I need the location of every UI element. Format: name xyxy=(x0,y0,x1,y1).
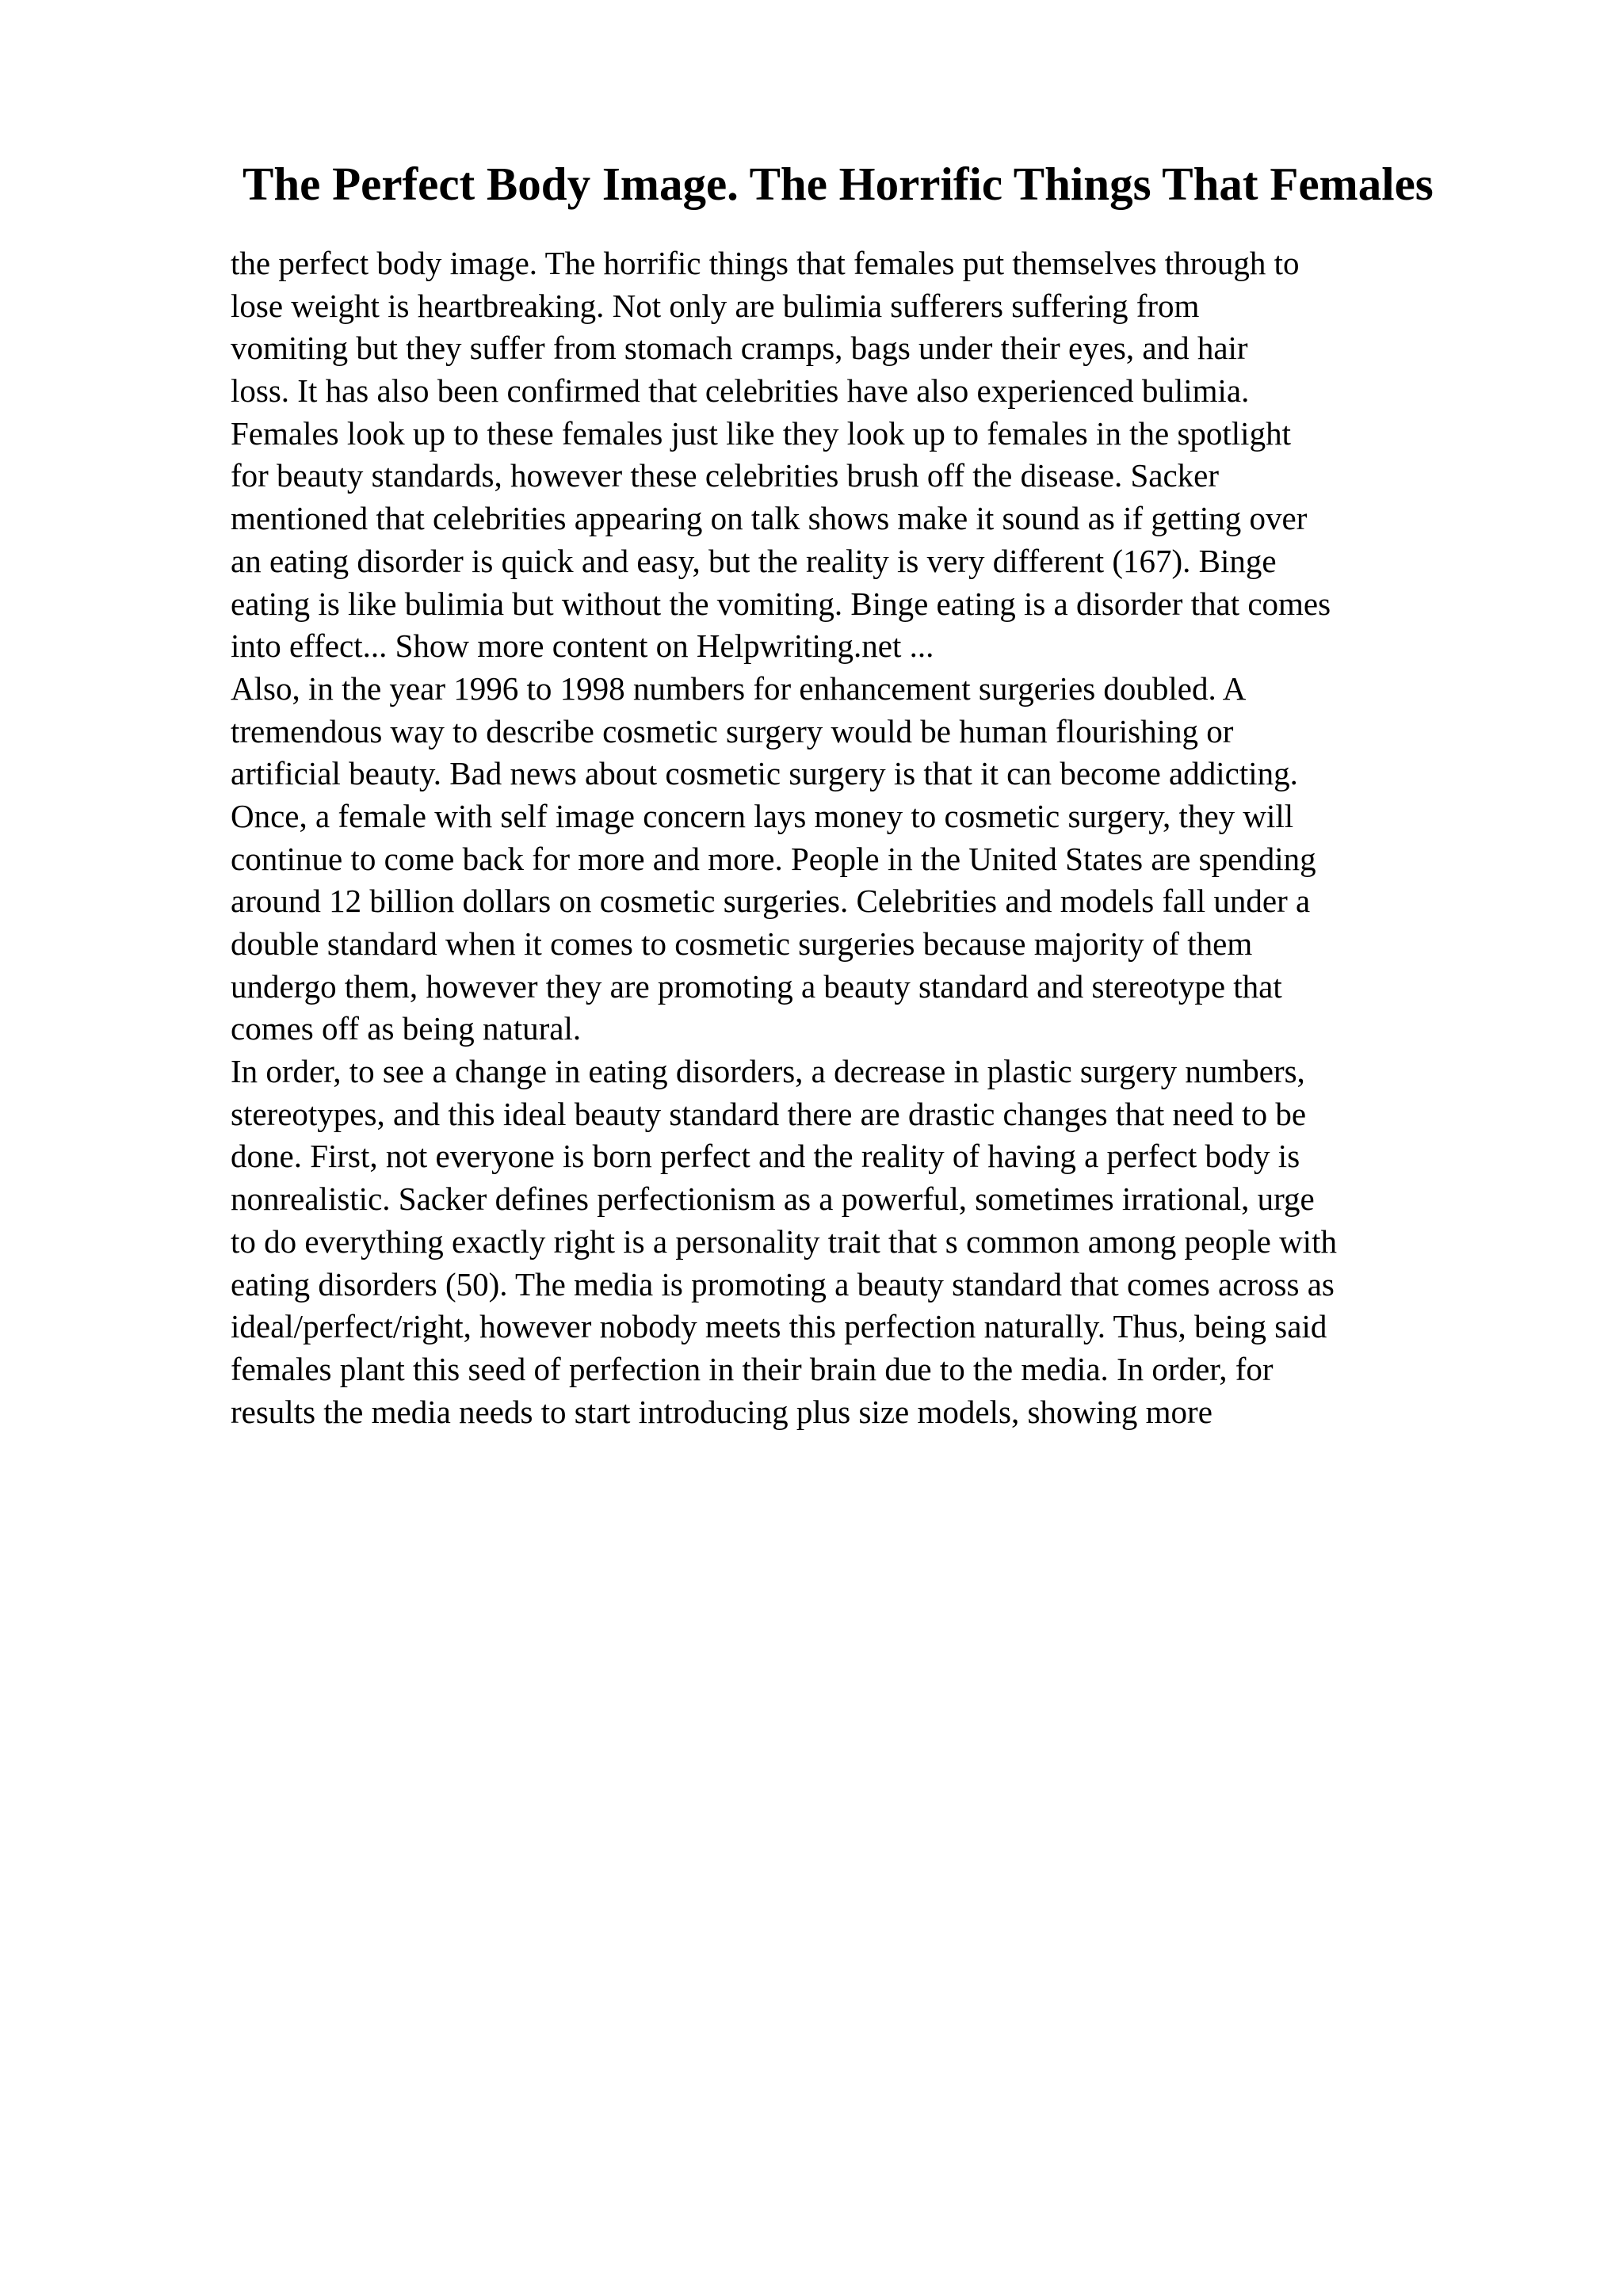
text-line: comes off as being natural. xyxy=(231,1010,582,1047)
text-line: Females look up to these females just like they look up to females in the spotlight xyxy=(231,414,1291,452)
text-line: females plant this seed of perfection in their brain due to the media. In order, for xyxy=(231,1350,1274,1387)
document-body xyxy=(231,242,1514,1433)
text-line: for beauty standards, however these celebrities brush off the disease. Sacker xyxy=(231,457,1220,494)
text-line: In order, to see a change in eating disorders, a decrease in plastic surgery numbers, xyxy=(231,1053,1305,1090)
text-line: into effect... Show more content on Helpwriting.net ... xyxy=(231,627,934,665)
text-line: artificial beauty. Bad news about cosmetic surgery is that it can become addicting. xyxy=(231,755,1298,792)
text-line: vomiting but they suffer from stomach cramps, bags under their eyes, and hair xyxy=(231,330,1248,367)
text-line: to do everything exactly right is a personality trait that s common among people with xyxy=(231,1222,1337,1260)
text-line: mentioned that celebrities appearing on talk shows make it sound as if getting over xyxy=(231,500,1308,537)
text-line: results the media needs to start introducing plus size models, showing more xyxy=(231,1393,1212,1430)
text-line: ideal/perfect/right, however nobody meets this perfection naturally. Thus, being said xyxy=(231,1308,1327,1345)
text-line: nonrealistic. Sacker defines perfectionism as a powerful, sometimes irrational, urge xyxy=(231,1180,1315,1218)
text-line: eating disorders (50). The media is promoting a beauty standard that comes across as xyxy=(231,1265,1335,1302)
text-line: done. First, not everyone is born perfect and the reality of having a perfect body is xyxy=(231,1138,1300,1175)
text-line: undergo them, however they are promoting a beauty standard and stereotype that xyxy=(231,967,1282,1005)
text-line: Once, a female with self image concern lays money to cosmetic surgery, they will xyxy=(231,797,1294,834)
text-line: tremendous way to describe cosmetic surgery would be human flourishing or xyxy=(231,712,1234,749)
text-line: an eating disorder is quick and easy, but the reality is very different (167). Binge xyxy=(231,542,1277,579)
text-line: loss. It has also been confirmed that celebrities have also experienced bulimia. xyxy=(231,372,1250,410)
text-line: the perfect body image. The horrific things that females put themselves through to xyxy=(231,245,1300,281)
text-line: around 12 billion dollars on cosmetic surgeries. Celebrities and models fall under a xyxy=(231,883,1311,920)
text-line: continue to come back for more and more. People in the United States are spending xyxy=(231,840,1316,877)
text-line: double standard when it comes to cosmetic surgeries because majority of them xyxy=(231,925,1253,962)
text-line: Also, in the year 1996 to 1998 numbers for enhancement surgeries doubled. A xyxy=(231,669,1247,707)
text-line: lose weight is heartbreaking. Not only are bulimia sufferers suffering from xyxy=(231,287,1200,324)
document-title: The Perfect Body Image. The Horrific Things That Females xyxy=(242,158,1434,210)
text-line: eating is like bulimia but without the vomiting. Binge eating is a disorder that comes xyxy=(231,585,1331,622)
text-line: stereotypes, and this ideal beauty standard there are drastic changes that need to be xyxy=(231,1095,1307,1132)
